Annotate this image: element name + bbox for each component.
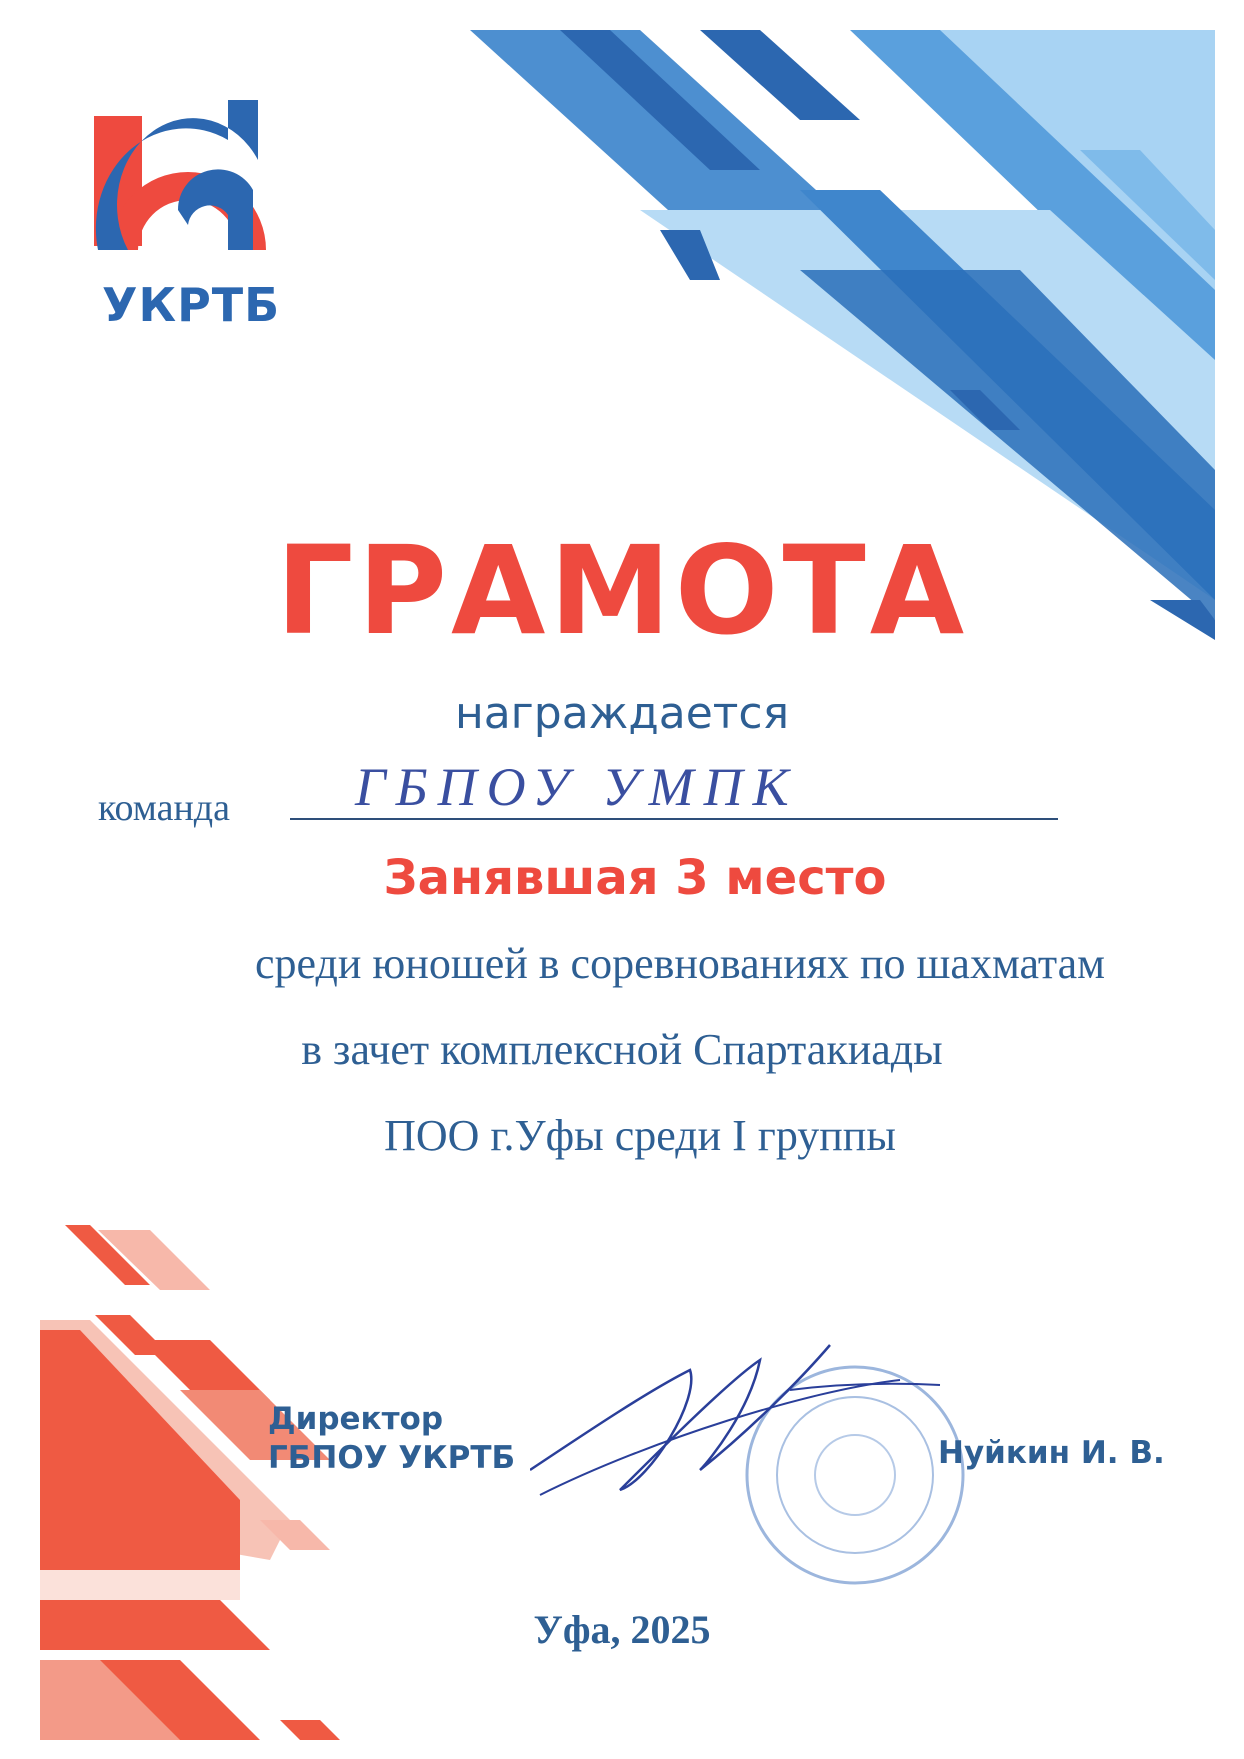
description-line-2: в зачет комплексной Спартакиады xyxy=(301,1025,943,1074)
signer-title-line-2: ГБПОУ УКРТБ xyxy=(268,1439,516,1476)
team-value-handwritten: ГБПОУ УМПК xyxy=(355,757,799,817)
place-text: Занявшая 3 место xyxy=(383,850,887,906)
handwritten-signature-icon xyxy=(530,1340,950,1530)
signer-title-line-1: Директор xyxy=(268,1401,444,1437)
awarded-text: награждается xyxy=(454,688,790,739)
signer-title xyxy=(268,1400,515,1478)
logo-text: УКРТБ xyxy=(102,278,281,332)
red-stripes-decoration xyxy=(40,1225,340,1740)
description-line-1: среди юношей в соревнованиях по шахматам xyxy=(254,939,1106,988)
certificate-title: ГРАМОТА xyxy=(275,520,969,662)
team-underline xyxy=(290,818,1058,820)
description-line-3: ПОО г.Уфы среди I группы xyxy=(384,1111,896,1160)
city-year: Уфа, 2025 xyxy=(533,1607,711,1652)
team-label: команда xyxy=(98,787,230,829)
signer-name: Нуйкин И. В. xyxy=(938,1435,1165,1471)
